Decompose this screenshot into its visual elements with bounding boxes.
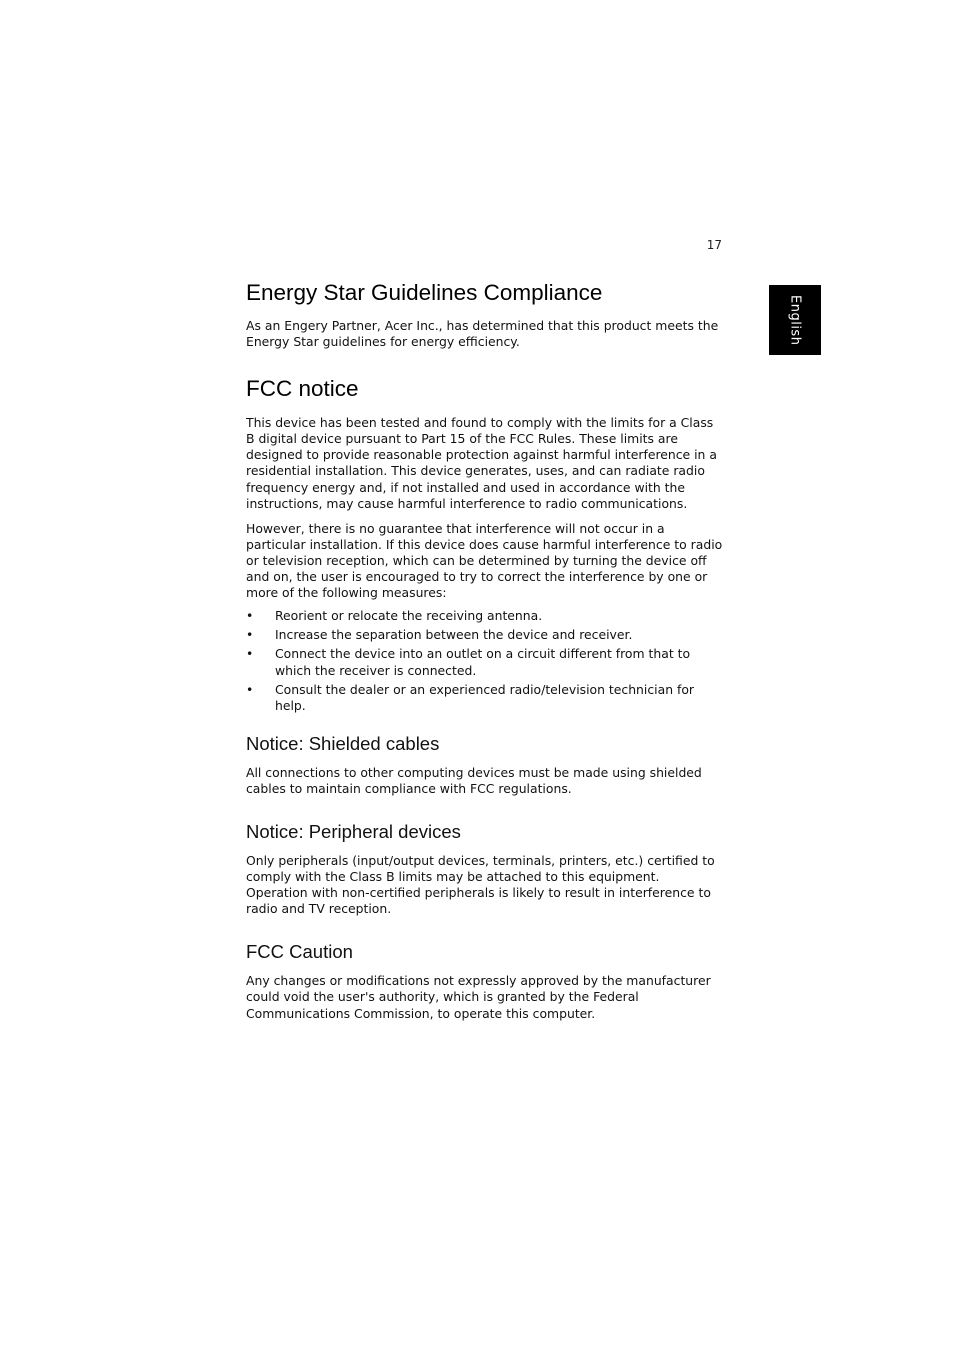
fcc-notice-heading: FCC notice (246, 376, 359, 402)
list-item (246, 608, 724, 624)
fcc-caution-heading: FCC Caution (246, 941, 353, 963)
peripheral-devices-heading: Notice: Peripheral devices (246, 820, 461, 842)
language-tab-label: English (787, 294, 803, 346)
list-item-text: Connect the device into an outlet on a circuit different from that to which the receiver is connected. (275, 646, 691, 678)
bullet-icon: • (246, 681, 254, 697)
fcc-caution-body: Any changes or modifications not expressly approved by the manufacturer could void the user's authority, which is granted by the Federal Communications Commission, to operate this computer. (246, 973, 711, 1021)
shielded-cables-body: All connections to other computing devices must be made using shielded cables to maintain compliance with FCC regulations. (246, 764, 702, 796)
energy-star-body: As an Engery Partner, Acer Inc., has determined that this product meets the Energy Star guidelines for energy efficiency. (246, 318, 719, 350)
measures-list (246, 608, 724, 714)
peripheral-devices-body: Only peripherals (input/output devices, terminals, printers, etc.) certified to comply with the Class B limits may be attached to this equipment. Operation with non-certified peripherals is likely to result in interference to radio and TV reception. (246, 852, 715, 917)
language-tab (769, 285, 821, 355)
bullet-icon: • (246, 627, 254, 643)
fcc-notice-para-2: However, there is no guarantee that interference will not occur in a particular installation. If this device does cause harmful interference to radio or television reception, which can be determined by turning the device off and on, the user is encouraged to try to correct the interference by one or more of the following measures: (246, 520, 723, 601)
fcc-notice-para-1: This device has been tested and found to comply with the limits for a Class B digital device pursuant to Part 15 of the FCC Rules. These limits are designed to provide reasonable protection against harmful interference in a residential installation. This device generates, uses, and can radiate radio frequency energy and, if not installed and used in accordance with the instructions, may cause harmful interference to radio communications. (246, 415, 717, 511)
bullet-icon: • (246, 608, 254, 624)
energy-star-heading: Energy Star Guidelines Compliance (246, 280, 603, 305)
list-item (246, 627, 724, 643)
page-number: 17 (706, 238, 722, 252)
page-content (246, 279, 724, 1022)
bullet-icon: • (246, 646, 254, 662)
list-item-text: Increase the separation between the device and receiver. (275, 627, 633, 643)
list-item-text: Consult the dealer or an experienced radio/television technician for help. (275, 681, 695, 713)
list-item (246, 646, 724, 678)
list-item-text: Reorient or relocate the receiving antenna. (275, 608, 543, 624)
shielded-cables-heading: Notice: Shielded cables (246, 732, 440, 754)
list-item (246, 682, 724, 714)
